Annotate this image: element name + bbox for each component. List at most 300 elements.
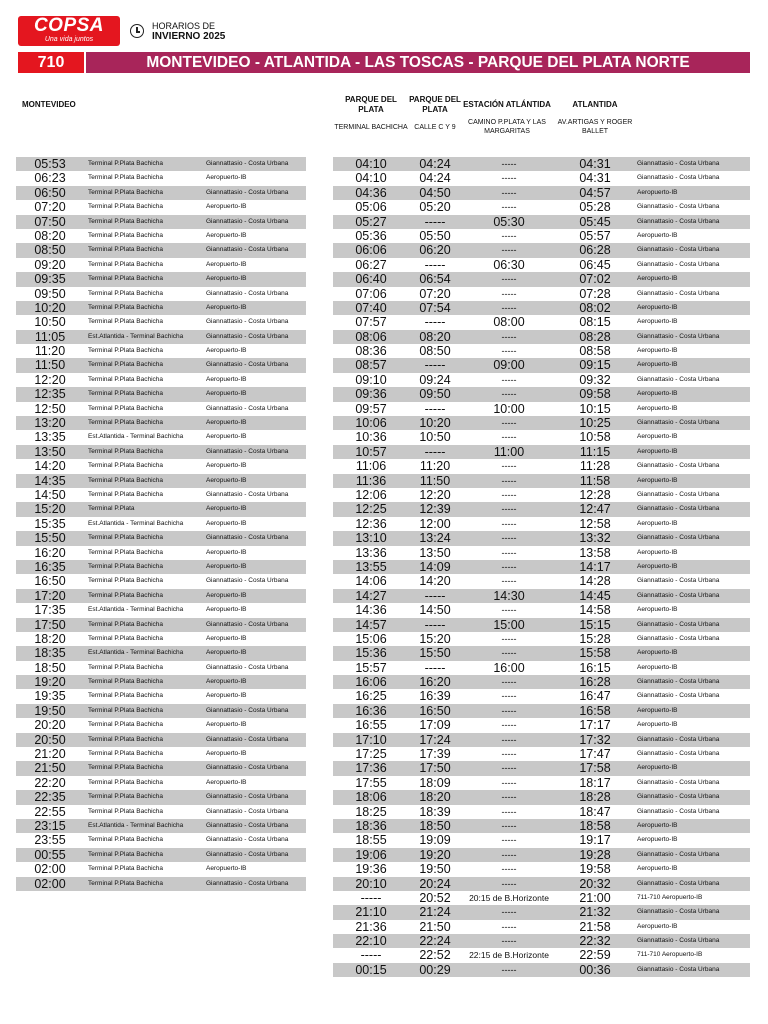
outbound-row <box>16 517 306 531</box>
outbound-row <box>16 877 306 891</box>
outbound-row <box>16 229 306 243</box>
time-pdp-terminal: 11:36 <box>355 473 387 488</box>
route-via: Giannattasio - Costa Urbana <box>206 764 289 772</box>
time-estacion: 05:30 <box>493 214 525 229</box>
time-pdp-terminal: 10:36 <box>355 430 387 445</box>
time-estacion: ----- <box>501 389 517 400</box>
time-estacion: ----- <box>501 907 517 918</box>
time-pdp-calle: 21:50 <box>419 919 451 934</box>
time-estacion: ----- <box>501 777 517 788</box>
time-pdp-terminal: 09:36 <box>355 387 387 402</box>
time-pdp-calle: 15:20 <box>419 631 451 646</box>
destination: Terminal P.Plata Bachicha <box>88 807 164 815</box>
inbound-row <box>333 358 750 372</box>
outbound-row <box>16 488 306 502</box>
time-pdp-terminal: 12:25 <box>355 502 387 517</box>
inbound-row <box>333 445 750 459</box>
route-via: Giannattasio - Costa Urbana <box>637 793 720 801</box>
route-via: Aeropuerto-IB <box>637 275 678 283</box>
time-atlantida: 12:28 <box>579 487 611 502</box>
time-pdp-calle: 00:29 <box>419 962 451 977</box>
inbound-row <box>333 675 750 689</box>
time-pdp-calle: 04:50 <box>419 185 451 200</box>
time-estacion: ----- <box>501 504 517 515</box>
time-pdp-terminal: 18:55 <box>355 833 387 848</box>
time-estacion: ----- <box>501 864 517 875</box>
time-estacion: ----- <box>501 288 517 299</box>
route-via: Aeropuerto-IB <box>637 836 678 844</box>
destination: Terminal P.Plata Bachicha <box>88 850 164 858</box>
destination: Terminal P.Plata Bachicha <box>88 476 164 484</box>
time-pdp-calle: 06:54 <box>419 272 451 287</box>
route-via: Aeropuerto-IB <box>206 721 247 729</box>
inbound-row <box>333 632 750 646</box>
time-estacion: ----- <box>501 173 517 184</box>
time-estacion: ----- <box>501 230 517 241</box>
route-via: Aeropuerto-IB <box>637 649 678 657</box>
departure-time: 08:20 <box>34 228 66 243</box>
outbound-row <box>16 200 306 214</box>
time-estacion: ----- <box>501 878 517 889</box>
time-pdp-terminal: 21:36 <box>355 919 387 934</box>
time-estacion: ----- <box>501 475 517 486</box>
time-atlantida: 08:28 <box>579 329 611 344</box>
header-estacion: ESTACIÓN ATLÁNTIDA <box>463 100 551 109</box>
route-via: Giannattasio - Costa Urbana <box>637 750 720 758</box>
inbound-row <box>333 963 750 977</box>
time-estacion: 06:30 <box>493 257 525 272</box>
destination: Terminal P.Plata Bachicha <box>88 865 164 873</box>
time-atlantida: 15:58 <box>579 646 611 661</box>
outbound-row <box>16 344 306 358</box>
time-estacion: ----- <box>501 677 517 688</box>
time-pdp-calle: 22:52 <box>419 948 451 963</box>
inbound-row <box>333 186 750 200</box>
time-atlantida: 09:58 <box>579 387 611 402</box>
departure-time: 12:20 <box>34 372 66 387</box>
time-atlantida: 08:58 <box>579 344 611 359</box>
route-via: Aeropuerto-IB <box>637 347 678 355</box>
route-via: Aeropuerto-IB <box>637 922 678 930</box>
time-pdp-calle: ----- <box>424 588 446 603</box>
time-atlantida: 17:17 <box>579 718 611 733</box>
time-atlantida: 17:58 <box>579 761 611 776</box>
time-atlantida: 19:58 <box>579 862 611 877</box>
time-atlantida: 09:15 <box>579 358 611 373</box>
time-atlantida: 07:02 <box>579 272 611 287</box>
outbound-row <box>16 761 306 775</box>
destination: Terminal P.Plata Bachicha <box>88 318 164 326</box>
time-atlantida: 14:28 <box>579 574 611 589</box>
outbound-row <box>16 258 306 272</box>
time-atlantida: 11:15 <box>579 444 611 459</box>
departure-time: 15:50 <box>34 531 66 546</box>
outbound-row <box>16 474 306 488</box>
destination: Terminal P.Plata Bachicha <box>88 620 164 628</box>
route-via: Giannattasio - Costa Urbana <box>206 836 289 844</box>
time-pdp-terminal: 04:10 <box>355 171 387 186</box>
route-via: Aeropuerto-IB <box>206 231 247 239</box>
departure-time: 23:15 <box>34 818 66 833</box>
route-via: Giannattasio - Costa Urbana <box>637 375 720 383</box>
inbound-row <box>333 387 750 401</box>
departure-time: 15:20 <box>34 502 66 517</box>
time-estacion: 08:00 <box>493 315 525 330</box>
time-pdp-calle: 17:39 <box>419 747 451 762</box>
destination: Terminal P.Plata Bachicha <box>88 778 164 786</box>
destination: Terminal P.Plata Bachicha <box>88 404 164 412</box>
time-pdp-terminal: 06:06 <box>355 243 387 258</box>
route-via: Aeropuerto-IB <box>206 562 247 570</box>
route-via: Giannattasio - Costa Urbana <box>637 246 720 254</box>
time-atlantida: 05:28 <box>579 200 611 215</box>
time-atlantida: 06:45 <box>579 257 611 272</box>
route-via: Aeropuerto-IB <box>206 203 247 211</box>
time-pdp-terminal: 15:57 <box>355 660 387 675</box>
outbound-row <box>16 632 306 646</box>
departure-time: 23:55 <box>34 833 66 848</box>
route-via: Aeropuerto-IB <box>637 447 678 455</box>
inbound-row <box>333 776 750 790</box>
time-pdp-calle: 21:24 <box>419 905 451 920</box>
time-atlantida: 11:58 <box>579 473 611 488</box>
outbound-row <box>16 747 306 761</box>
route-via: Aeropuerto-IB <box>206 275 247 283</box>
time-pdp-terminal: 12:36 <box>355 516 387 531</box>
time-pdp-terminal: 09:57 <box>355 401 387 416</box>
inbound-row <box>333 920 750 934</box>
destination: Terminal P.Plata Bachicha <box>88 361 164 369</box>
route-via: Aeropuerto-IB <box>206 260 247 268</box>
route-via: Giannattasio - Costa Urbana <box>206 577 289 585</box>
time-pdp-terminal: 14:57 <box>355 617 387 632</box>
destination: Terminal P.Plata Bachicha <box>88 490 164 498</box>
time-pdp-terminal: 12:06 <box>355 487 387 502</box>
time-estacion: ----- <box>501 576 517 587</box>
time-estacion: ----- <box>501 533 517 544</box>
destination: Terminal P.Plata Bachicha <box>88 303 164 311</box>
route-via: Aeropuerto-IB <box>206 591 247 599</box>
time-pdp-calle: 14:50 <box>419 603 451 618</box>
route-via: Giannattasio - Costa Urbana <box>206 793 289 801</box>
time-estacion: ----- <box>501 749 517 760</box>
time-pdp-terminal: 16:36 <box>355 703 387 718</box>
route-via: Aeropuerto-IB <box>206 750 247 758</box>
route-via: Giannattasio - Costa Urbana <box>206 807 289 815</box>
time-pdp-terminal: 14:27 <box>355 588 387 603</box>
inbound-row <box>333 877 750 891</box>
route-via: Aeropuerto-IB <box>637 303 678 311</box>
departure-time: 08:50 <box>34 243 66 258</box>
outbound-row <box>16 776 306 790</box>
time-atlantida: 16:15 <box>579 660 611 675</box>
outbound-row <box>16 243 306 257</box>
time-atlantida: 08:15 <box>579 315 611 330</box>
inbound-row <box>333 891 750 905</box>
destination: Terminal P.Plata Bachicha <box>88 562 164 570</box>
route-via: Aeropuerto-IB <box>637 606 678 614</box>
route-via: Giannattasio - Costa Urbana <box>637 908 720 916</box>
time-estacion: ----- <box>501 720 517 731</box>
time-atlantida: 07:28 <box>579 286 611 301</box>
time-estacion: ----- <box>501 705 517 716</box>
header-pdp-terminal: PARQUE DEL PLATA <box>345 95 397 114</box>
inbound-row <box>333 618 750 632</box>
inbound-row <box>333 733 750 747</box>
time-pdp-calle: 17:24 <box>419 732 451 747</box>
destination: Est.Atlantida - Terminal Bachicha <box>88 433 184 441</box>
route-via: Giannattasio - Costa Urbana <box>206 850 289 858</box>
inbound-row <box>333 805 750 819</box>
inbound-row <box>333 258 750 272</box>
inbound-row <box>333 517 750 531</box>
time-pdp-terminal: 07:57 <box>355 315 387 330</box>
route-via: Giannattasio - Costa Urbana <box>637 419 720 427</box>
time-pdp-calle: 11:20 <box>419 459 451 474</box>
outbound-row <box>16 387 306 401</box>
time-estacion: ----- <box>501 418 517 429</box>
time-pdp-calle: ----- <box>424 401 446 416</box>
time-atlantida: 17:32 <box>579 732 611 747</box>
inbound-row <box>333 157 750 171</box>
outbound-row <box>16 618 306 632</box>
route-via: Aeropuerto-IB <box>206 778 247 786</box>
time-pdp-calle: 12:20 <box>419 487 451 502</box>
inbound-row <box>333 560 750 574</box>
time-estacion: ----- <box>501 921 517 932</box>
departure-time: 18:20 <box>34 631 66 646</box>
time-pdp-calle: 18:09 <box>419 775 451 790</box>
destination: Terminal P.Plata Bachicha <box>88 534 164 542</box>
departure-time: 06:50 <box>34 185 66 200</box>
departure-time: 14:35 <box>34 473 66 488</box>
time-pdp-terminal: 18:36 <box>355 818 387 833</box>
brand-slogan: Una vida juntos <box>44 36 94 43</box>
destination: Terminal P.Plata Bachicha <box>88 260 164 268</box>
time-pdp-terminal: 13:36 <box>355 545 387 560</box>
copsa-logo <box>18 16 120 46</box>
route-via: Giannattasio - Costa Urbana <box>637 965 720 973</box>
time-pdp-calle: 20:24 <box>419 876 451 891</box>
outbound-row <box>16 186 306 200</box>
time-pdp-terminal: ----- <box>360 890 382 905</box>
time-atlantida: 17:47 <box>579 747 611 762</box>
destination: Est.Atlantida - Terminal Bachicha <box>88 606 184 614</box>
route-via: Aeropuerto-IB <box>206 678 247 686</box>
route-via: 711-710 Aeropuerto-IB <box>637 951 703 959</box>
route-via: Aeropuerto-IB <box>637 519 678 527</box>
route-via: Aeropuerto-IB <box>637 433 678 441</box>
route-via: Aeropuerto-IB <box>206 606 247 614</box>
time-pdp-terminal: 08:06 <box>355 329 387 344</box>
route-via: Giannattasio - Costa Urbana <box>206 217 289 225</box>
route-via: Aeropuerto-IB <box>637 404 678 412</box>
clock-icon <box>130 24 144 38</box>
time-pdp-calle: 20:52 <box>419 890 451 905</box>
departure-time: 15:35 <box>34 516 66 531</box>
outbound-row <box>16 848 306 862</box>
time-pdp-terminal: 16:25 <box>355 689 387 704</box>
departure-time: 09:35 <box>34 272 66 287</box>
outbound-row <box>16 819 306 833</box>
time-pdp-terminal: 14:36 <box>355 603 387 618</box>
route-via: Giannattasio - Costa Urbana <box>206 404 289 412</box>
route-bar <box>18 52 750 73</box>
time-atlantida: 10:15 <box>579 401 611 416</box>
route-via: Aeropuerto-IB <box>206 419 247 427</box>
route-via: Giannattasio - Costa Urbana <box>637 937 720 945</box>
route-via: Giannattasio - Costa Urbana <box>637 462 720 470</box>
time-atlantida: 20:32 <box>579 876 611 891</box>
time-estacion: ----- <box>501 849 517 860</box>
route-via: Aeropuerto-IB <box>637 562 678 570</box>
outbound-row <box>16 862 306 876</box>
time-pdp-terminal: ----- <box>360 948 382 963</box>
time-estacion: 22:15 de B.Horizonte <box>469 950 549 961</box>
outbound-row <box>16 402 306 416</box>
departure-time: 16:20 <box>34 545 66 560</box>
route-via: Aeropuerto-IB <box>637 231 678 239</box>
route-via: Giannattasio - Costa Urbana <box>637 160 720 167</box>
destination: Terminal P.Plata Bachicha <box>88 462 164 470</box>
time-pdp-calle: 09:24 <box>419 372 451 387</box>
time-estacion: ----- <box>501 734 517 745</box>
time-estacion: ----- <box>501 605 517 616</box>
outbound-row <box>16 416 306 430</box>
time-estacion: ----- <box>501 432 517 443</box>
departure-time: 11:50 <box>34 358 66 373</box>
time-pdp-terminal: 06:27 <box>355 257 387 272</box>
destination: Terminal P.Plata Bachicha <box>88 217 164 225</box>
outbound-row <box>16 546 306 560</box>
departure-time: 09:20 <box>34 257 66 272</box>
time-pdp-calle: 10:20 <box>419 416 451 431</box>
departure-time: 14:20 <box>34 459 66 474</box>
time-pdp-calle: ----- <box>424 315 446 330</box>
time-pdp-terminal: 08:57 <box>355 358 387 373</box>
time-pdp-terminal: 14:06 <box>355 574 387 589</box>
route-via: Giannattasio - Costa Urbana <box>206 735 289 743</box>
destination: Est.Atlantida - Terminal Bachicha <box>88 649 184 657</box>
route-via: Giannattasio - Costa Urbana <box>637 332 720 340</box>
time-pdp-terminal: 10:57 <box>355 444 387 459</box>
time-pdp-terminal: 08:36 <box>355 344 387 359</box>
time-pdp-calle: 13:50 <box>419 545 451 560</box>
inbound-row <box>333 459 750 473</box>
time-atlantida: 11:28 <box>579 459 611 474</box>
time-estacion: ----- <box>501 691 517 702</box>
time-estacion: ----- <box>501 648 517 659</box>
route-via: Giannattasio - Costa Urbana <box>206 534 289 542</box>
departure-time: 13:50 <box>34 444 66 459</box>
departure-time: 20:50 <box>34 732 66 747</box>
time-atlantida: 18:28 <box>579 790 611 805</box>
departure-time: 22:35 <box>34 790 66 805</box>
inbound-row <box>333 905 750 919</box>
inbound-row <box>333 171 750 185</box>
departure-time: 16:50 <box>34 574 66 589</box>
time-pdp-terminal: 18:06 <box>355 790 387 805</box>
inbound-row <box>333 330 750 344</box>
departure-time: 02:00 <box>34 862 66 877</box>
departure-time: 12:35 <box>34 387 66 402</box>
departure-time: 19:50 <box>34 703 66 718</box>
inbound-row <box>333 474 750 488</box>
route-via: Giannattasio - Costa Urbana <box>637 850 720 858</box>
time-pdp-terminal: 13:55 <box>355 559 387 574</box>
outbound-row <box>16 790 306 804</box>
destination: Terminal P.Plata Bachicha <box>88 447 164 455</box>
route-via: Aeropuerto-IB <box>206 174 247 182</box>
route-via: Giannattasio - Costa Urbana <box>206 821 289 829</box>
outbound-row <box>16 574 306 588</box>
route-via: Aeropuerto-IB <box>637 865 678 873</box>
time-pdp-calle: 12:39 <box>419 502 451 517</box>
route-via: Giannattasio - Costa Urbana <box>206 361 289 369</box>
destination: Terminal P.Plata Bachicha <box>88 188 164 196</box>
destination: Terminal P.Plata Bachicha <box>88 706 164 714</box>
destination: Terminal P.Plata Bachicha <box>88 548 164 556</box>
departure-time: 16:35 <box>34 559 66 574</box>
time-atlantida: 21:00 <box>579 890 611 905</box>
inbound-row <box>333 848 750 862</box>
route-via: Aeropuerto-IB <box>206 649 247 657</box>
time-pdp-calle: 19:20 <box>419 847 451 862</box>
destination: Terminal P.Plata Bachicha <box>88 721 164 729</box>
subheader-pdp-calle: CALLE C Y 9 <box>414 124 456 131</box>
time-pdp-calle: 08:50 <box>419 344 451 359</box>
route-via: Aeropuerto-IB <box>206 519 247 527</box>
time-pdp-calle: ----- <box>424 358 446 373</box>
time-pdp-calle: 16:20 <box>419 675 451 690</box>
time-atlantida: 08:02 <box>579 300 611 315</box>
time-atlantida: 15:15 <box>579 617 611 632</box>
destination: Terminal P.Plata Bachicha <box>88 750 164 758</box>
time-atlantida: 10:25 <box>579 416 611 431</box>
route-via: Giannattasio - Costa Urbana <box>637 577 720 585</box>
time-estacion: ----- <box>501 159 517 169</box>
route-via: Aeropuerto-IB <box>206 433 247 441</box>
outbound-row <box>16 315 306 329</box>
header-pdp-calle: PARQUE DEL PLATA <box>409 95 461 114</box>
route-via: Giannattasio - Costa Urbana <box>637 807 720 815</box>
time-pdp-terminal: 09:10 <box>355 372 387 387</box>
time-estacion: ----- <box>501 806 517 817</box>
destination: Terminal P.Plata Bachicha <box>88 246 164 254</box>
departure-time: 06:23 <box>34 171 66 186</box>
route-via: Aeropuerto-IB <box>206 347 247 355</box>
time-pdp-terminal: 06:40 <box>355 272 387 287</box>
destination: Terminal P.Plata Bachicha <box>88 793 164 801</box>
departure-time: 10:20 <box>34 300 66 315</box>
time-atlantida: 10:58 <box>579 430 611 445</box>
route-via: Aeropuerto-IB <box>637 721 678 729</box>
time-pdp-calle: 05:50 <box>419 228 451 243</box>
route-via: Giannattasio - Costa Urbana <box>206 318 289 326</box>
time-pdp-terminal: 05:27 <box>355 214 387 229</box>
time-atlantida: 21:58 <box>579 919 611 934</box>
time-pdp-calle: 05:20 <box>419 200 451 215</box>
route-via: Giannattasio - Costa Urbana <box>637 678 720 686</box>
route-via: Giannattasio - Costa Urbana <box>637 692 720 700</box>
outbound-row <box>16 833 306 847</box>
outbound-row <box>16 171 306 185</box>
time-estacion: ----- <box>501 633 517 644</box>
departure-time: 17:50 <box>34 617 66 632</box>
route-via: Giannattasio - Costa Urbana <box>637 620 720 628</box>
destination: Est.Atlantida - Terminal Bachicha <box>88 821 184 829</box>
outbound-row <box>16 358 306 372</box>
